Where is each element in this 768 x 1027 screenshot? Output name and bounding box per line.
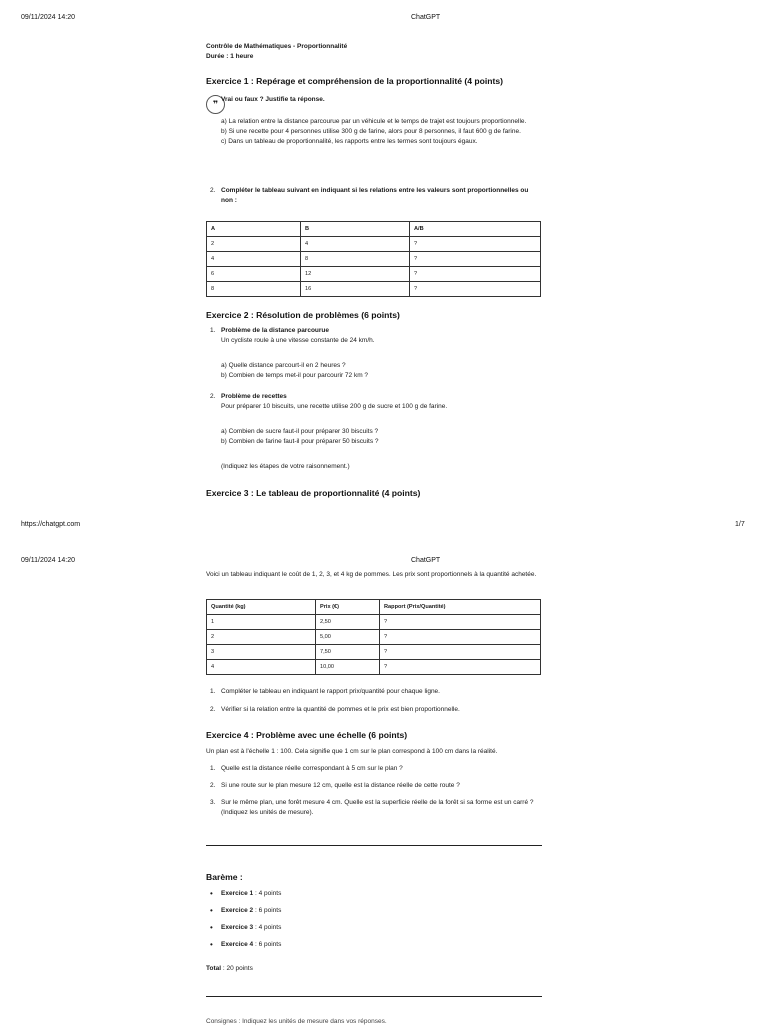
bareme-section: [206, 871, 542, 884]
print-app-title: ChatGPT: [411, 557, 441, 564]
doc-duration: Durée : 1 heure: [206, 53, 254, 61]
ex1-q2-text: Compléter le tableau suivant en indiquant si les relations entre les valeurs sont proportionnelles ou non :: [221, 187, 529, 205]
bareme-total: [206, 964, 542, 974]
ex3-table-wrap: [206, 599, 541, 675]
ex1-q2: [206, 186, 542, 206]
ex4-intro-wrap: [206, 747, 542, 757]
table-row: [207, 615, 541, 630]
ex2-p1-text: Un cycliste roule à une vitesse constante de 24 km/h.: [221, 337, 375, 345]
ex2-p2-a: a) Combien de sucre faut-il pour préparer 30 biscuits ?: [221, 428, 379, 435]
print-footer-url: https://chatgpt.com: [21, 521, 81, 528]
ex4-intro: Un plan est à l'échelle 1 : 100. Cela signifie que 1 cm sur le plan correspond à 100 cm dans la réalité.: [206, 748, 498, 755]
print-date: 09/11/2024 14:20: [21, 14, 75, 21]
ex2-p2-text: Pour préparer 10 biscuits, une recette utilise 200 g de sucre et 100 g de farine.: [221, 403, 448, 411]
ex3-heading-section: [206, 487, 542, 500]
ex2-problem-2: [206, 392, 542, 412]
ex4-q2-text: Si une route sur le plan mesure 12 cm, quelle est la distance réelle de cette route ?: [221, 782, 460, 789]
table-cell: ?: [410, 252, 541, 267]
table-cell: 4: [207, 660, 316, 675]
bareme-item-value: : 4 points: [253, 924, 282, 931]
bareme-total-label: Total: [206, 965, 222, 972]
ex2-note-wrap: [206, 462, 542, 472]
bareme-list: [206, 889, 542, 957]
bareme-item-value: : 4 points: [253, 890, 282, 897]
ex1-table-wrap: [206, 221, 541, 297]
ex2-p1-number: 1.: [210, 327, 216, 334]
table-cell: 8: [207, 282, 301, 297]
table-header-cell: A/B: [410, 222, 541, 237]
table-header-row: [207, 600, 541, 615]
table-cell: 5,00: [316, 630, 380, 645]
ex1-section: [206, 75, 542, 88]
cut-off-line: [206, 1017, 542, 1027]
ex3-question-1: [206, 687, 542, 697]
ex4-section: [206, 729, 542, 742]
ex1-title: Exercice 1 : Repérage et compréhension de la proportionnalité (4 points): [206, 76, 504, 86]
table-row: [207, 252, 541, 267]
bareme-item-value: : 6 points: [253, 941, 282, 948]
bareme-title: Barème :: [206, 872, 243, 882]
ex4-q1-number: 1.: [210, 765, 216, 772]
table-row: [207, 660, 541, 675]
table-cell: ?: [410, 282, 541, 297]
ex1-q1-c: c) Dans un tableau de proportionnalité, les rapports entre les termes sont toujours égaux.: [221, 138, 478, 146]
page1-content: [206, 42, 542, 62]
ex2-title: Exercice 2 : Résolution de problèmes (6 points): [206, 310, 400, 320]
ex4-title: Exercice 4 : Problème avec une échelle (6 points): [206, 730, 408, 740]
table-cell: 4: [207, 252, 301, 267]
ex4-q1-text: Quelle est la distance réelle correspondant à 5 cm sur le plan ?: [221, 765, 403, 772]
table-cell: ?: [380, 660, 541, 675]
table-cell: 7,50: [316, 645, 380, 660]
ex2-p1-title: Problème de la distance parcourue: [221, 327, 330, 334]
table-cell: 2: [207, 237, 301, 252]
ex1-q1: [206, 95, 542, 105]
ex4-q3-text: Sur le même plan, une forêt mesure 4 cm. Quelle est la superficie réelle de la forêt si sa forme est un carré ? (Indiquez les unités de mesure).: [221, 799, 534, 817]
ex3-title: Exercice 3 : Le tableau de proportionnalité (4 points): [206, 488, 421, 498]
ex3-q2-number: 2.: [210, 706, 216, 713]
list-item: [206, 906, 542, 923]
ex1-table: [206, 221, 541, 297]
consignes-line: Consignes : Indiquez les unités de mesure dans vos réponses.: [206, 1018, 387, 1025]
table-row: [207, 237, 541, 252]
quote-icon[interactable]: ❞: [206, 95, 225, 114]
table-cell: ?: [380, 615, 541, 630]
list-item: [206, 940, 542, 957]
ex2-problem-1: [206, 326, 542, 346]
table-cell: 10,00: [316, 660, 380, 675]
ex3-q2-text: Vérifier si la relation entre la quantité de pommes et le prix est bien proportionnelle.: [221, 706, 460, 713]
ex1-q1-b: b) Si une recette pour 4 personnes utilise 300 g de farine, alors pour 8 personnes, il faut 600 g de farine.: [221, 128, 521, 136]
divider: [206, 996, 542, 997]
table-cell: ?: [410, 267, 541, 282]
ex4-q3-number: 3.: [210, 799, 216, 806]
print-footer-page: 1/7: [735, 521, 745, 528]
table-cell: ?: [380, 645, 541, 660]
bareme-item-label: Exercice 4: [221, 941, 254, 948]
ex3-table: [206, 599, 541, 675]
bareme-item-label: Exercice 2: [221, 907, 254, 914]
table-row: [207, 645, 541, 660]
bareme-item-value: : 6 points: [253, 907, 282, 914]
table-cell: 3: [207, 645, 316, 660]
ex2-p2-questions: [206, 427, 542, 447]
table-cell: 4: [301, 237, 410, 252]
ex2-p1-b: b) Combien de temps met-il pour parcourir 72 km ?: [221, 372, 369, 380]
ex4-q2-number: 2.: [210, 782, 216, 789]
ex4-question-2: [206, 781, 542, 791]
list-item: [206, 923, 542, 940]
table-header-cell: A: [207, 222, 301, 237]
bareme-total-value: : 20 points: [221, 965, 253, 972]
ex2-p1-questions: [206, 361, 542, 381]
table-cell: 16: [301, 282, 410, 297]
ex1-q1-a: a) La relation entre la distance parcourue par un véhicule et le temps de trajet est toujours proportionnelle.: [221, 118, 527, 125]
ex3-q1-number: 1.: [210, 688, 216, 695]
table-row: [207, 630, 541, 645]
ex2-section: [206, 309, 542, 322]
table-cell: ?: [380, 630, 541, 645]
table-cell: 8: [301, 252, 410, 267]
ex1-q1-items: [206, 117, 542, 147]
list-item: [206, 889, 542, 906]
table-row: [207, 282, 541, 297]
table-cell: 1: [207, 615, 316, 630]
bareme-item-label: Exercice 1: [221, 890, 254, 897]
print-date: 09/11/2024 14:20: [21, 557, 75, 564]
table-header-cell: Quantité (kg): [207, 600, 316, 615]
ex1-q1-title: Vrai ou faux ? Justifie ta réponse.: [221, 96, 325, 103]
table-header-row: [207, 222, 541, 237]
divider: [206, 845, 542, 846]
ex2-p2-title: Problème de recettes: [221, 393, 287, 400]
table-header-cell: B: [301, 222, 410, 237]
table-cell: 12: [301, 267, 410, 282]
table-header-cell: Rapport (Prix/Quantité): [380, 600, 541, 615]
table-cell: 2,50: [316, 615, 380, 630]
ex2-p2-number: 2.: [210, 393, 216, 400]
bareme-list-wrap: [206, 889, 542, 957]
ex4-question-3: [206, 798, 542, 818]
ex2-note: (Indiquez les étapes de votre raisonnement.): [221, 463, 350, 470]
doc-title: Contrôle de Mathématiques - Proportionnalité: [206, 43, 348, 50]
ex3-intro: Voici un tableau indiquant le coût de 1, 2, 3, et 4 kg de pommes. Les prix sont proportionnels à la quantité achetée.: [206, 571, 537, 578]
table-row: [207, 267, 541, 282]
ex2-p1-a: a) Quelle distance parcourt-il en 2 heures ?: [221, 362, 346, 369]
table-cell: 2: [207, 630, 316, 645]
ex3-intro-wrap: [206, 570, 542, 580]
table-cell: 6: [207, 267, 301, 282]
ex2-p2-b: b) Combien de farine faut-il pour préparer 50 biscuits ?: [221, 438, 379, 446]
ex3-q1-text: Compléter le tableau en indiquant le rapport prix/quantité pour chaque ligne.: [221, 688, 440, 695]
bareme-item-label: Exercice 3: [221, 924, 254, 931]
ex1-q2-number: 2.: [210, 187, 216, 194]
table-cell: ?: [410, 237, 541, 252]
ex4-question-1: [206, 764, 542, 774]
ex3-question-2: [206, 705, 542, 715]
table-header-cell: Prix (€): [316, 600, 380, 615]
print-app-title: ChatGPT: [411, 14, 441, 21]
